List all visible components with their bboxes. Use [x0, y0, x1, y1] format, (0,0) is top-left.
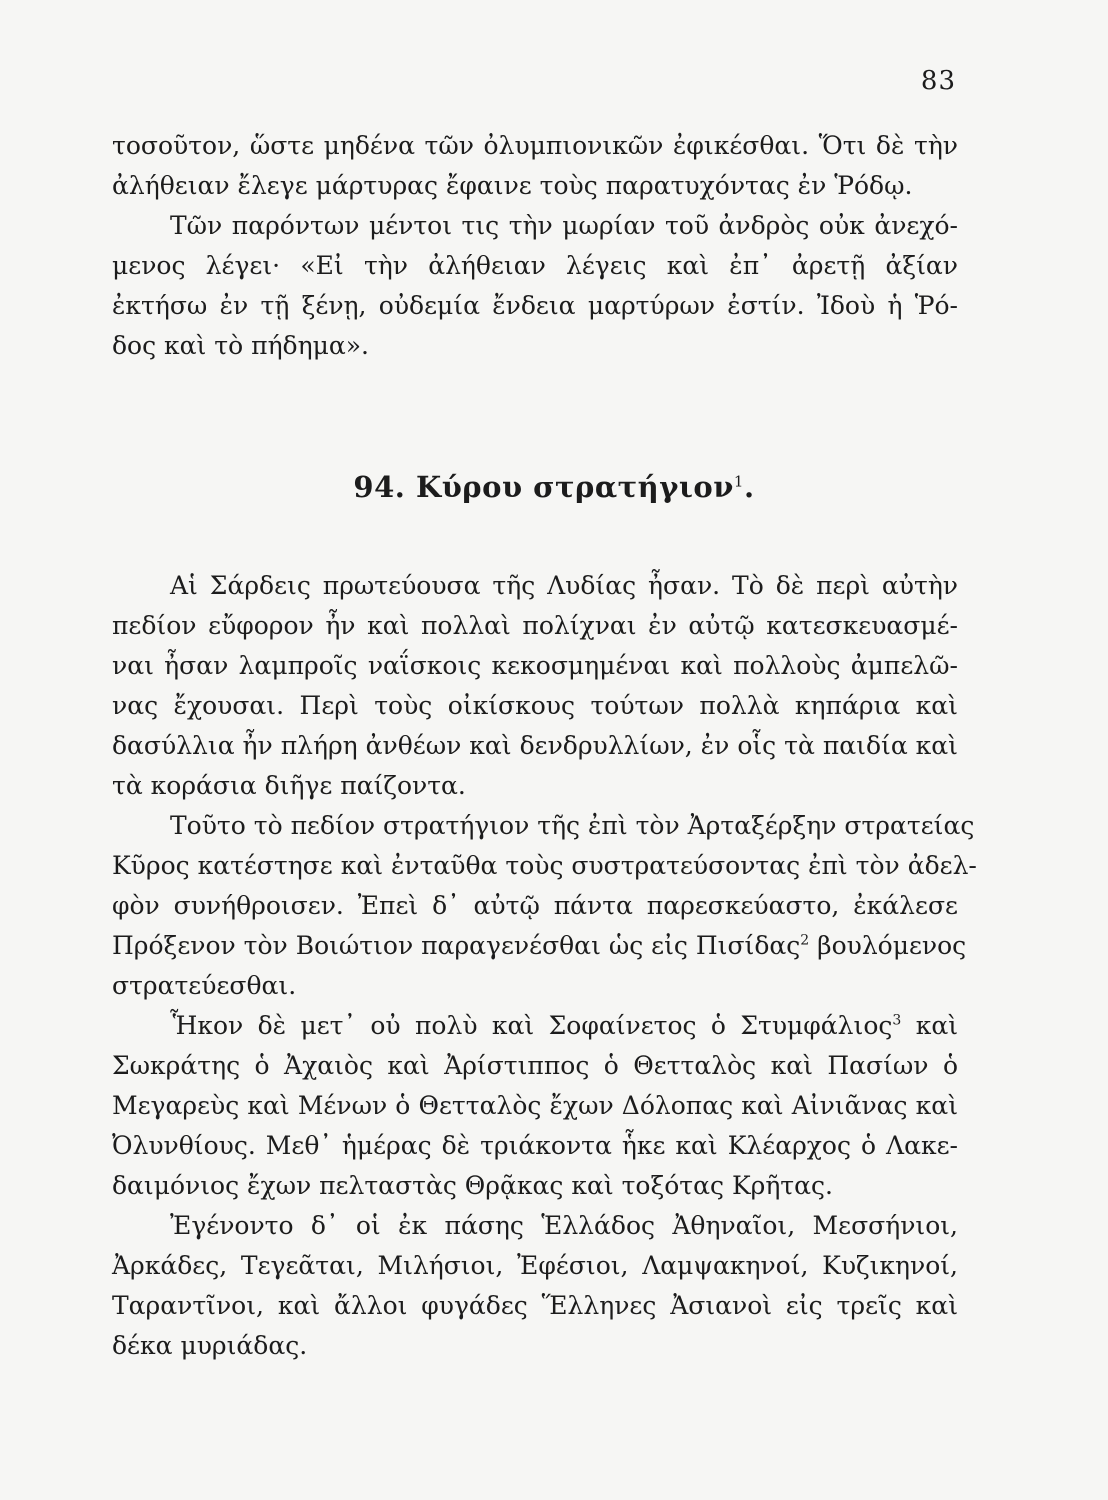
text-line: πεδίον εὔφορον ἦν καὶ πολλαὶ πολίχναι ἐν αὐτῷ κατεσκευασμέ-: [112, 611, 958, 640]
text-line: τὰ κοράσια διῆγε παίζοντα.: [112, 771, 466, 800]
text-line: Κῦρος κατέστησε καὶ ἐνταῦθα τοὺς συστρατεύσοντας ἐπὶ τὸν ἀδελ-: [112, 851, 977, 880]
text-line: ναι ἦσαν λαμπροῖς ναΐσκοις κεκοσμημέναι καὶ πολλοὺς ἀμπελῶ-: [112, 651, 958, 680]
page-number: 83: [920, 66, 956, 96]
footnote-marker: 3: [892, 1012, 902, 1029]
text-line: στρατεύεσθαι.: [112, 971, 297, 1000]
text-line: Αἱ Σάρδεις πρωτεύουσα τῆς Λυδίας ἦσαν. Τὸ δὲ περὶ αὐτὴν: [170, 571, 958, 600]
text-segment: καὶ: [901, 1011, 958, 1040]
section-heading: 94. Κύρου στρατήγιον$^1$.: [353, 470, 755, 504]
text-line: ἀλήθειαν ἔλεγε μάρτυρας ἔφαινε τοὺς παρατυχόντας ἐν Ῥόδῳ.: [112, 171, 913, 200]
top-passage: [112, 126, 958, 366]
text-line: δος καὶ τὸ πήδημα».: [112, 331, 369, 360]
section-number: 94.: [353, 470, 406, 504]
main-passage: [112, 566, 977, 1366]
text-line: Ἀρκάδες, Τεγεᾶται, Μιλήσιοι, Ἐφέσιοι, Λαμψακηνοί, Κυζικηνοί,: [112, 1251, 958, 1280]
footnote-marker: 1: [733, 472, 744, 491]
text-line: δασύλλια ἦν πλήρη ἀνθέων καὶ δενδρυλλίων, ἐν οἷς τὰ παιδία καὶ: [112, 731, 958, 760]
text-line: νας ἔχουσαι. Περὶ τοὺς οἰκίσκους τούτων πολλὰ κηπάρια καὶ: [112, 691, 958, 720]
text-line: Τῶν παρόντων μέντοι τις τὴν μωρίαν τοῦ ἀνδρὸς οὐκ ἀνεχό-: [170, 211, 958, 240]
text-line: δέκα μυριάδας.: [112, 1331, 308, 1360]
text-line: μενος λέγει· «Εἰ τὴν ἀλήθειαν λέγεις καὶ ἐπ᾽ ἀρετῇ ἀξίαν: [112, 251, 958, 280]
text-line: φὸν συνήθροισεν. Ἐπεὶ δ᾽ αὐτῷ πάντα παρεσκεύαστο, ἐκάλεσε: [112, 891, 958, 920]
text-segment: Ἧκον δὲ μετ᾽ οὐ πολὺ καὶ Σοφαίνετος ὁ Στυμφάλιος: [170, 1011, 893, 1040]
text-line: Ταραντῖνοι, καὶ ἄλλοι φυγάδες Ἕλληνες Ἀσιανοὶ εἰς τρεῖς καὶ: [112, 1291, 958, 1320]
text-line: [112, 1006, 958, 1046]
footnote-marker: 2: [800, 932, 810, 949]
text-line: Σωκράτης ὁ Ἀχαιὸς καὶ Ἀρίστιππος ὁ Θετταλὸς καὶ Πασίων ὁ: [112, 1051, 958, 1080]
text-line: τοσοῦτον, ὥστε μηδένα τῶν ὀλυμπιονικῶν ἐφικέσθαι. Ὅτι δὲ τὴν: [112, 131, 958, 160]
text-line: [112, 926, 967, 966]
text-line: δαιμόνιος ἔχων πελταστὰς Θρᾷκας καὶ τοξότας Κρῆτας.: [112, 1171, 833, 1200]
text-segment: Πρόξενον τὸν Βοιώτιον παραγενέσθαι ὡς εἰς Πισίδας: [112, 931, 801, 960]
section-title: Κύρου στρατήγιον: [415, 470, 734, 504]
text-line: Μεγαρεὺς καὶ Μένων ὁ Θετταλὸς ἔχων Δόλοπας καὶ Αἰνιᾶνας καὶ: [112, 1091, 958, 1120]
text-line: Ὀλυνθίους. Μεθ᾽ ἡμέρας δὲ τριάκοντα ἧκε καὶ Κλέαρχος ὁ Λακε-: [112, 1131, 958, 1160]
text-line: Ἐγένοντο δ᾽ οἱ ἐκ πάσης Ἑλλάδος Ἀθηναῖοι, Μεσσήνιοι,: [170, 1211, 958, 1240]
text-line: ἐκτήσω ἐν τῇ ξένῃ, οὐδεμία ἔνδεια μαρτύρων ἐστίν. Ἰδοὺ ἡ Ῥό-: [112, 291, 958, 320]
text-segment: βουλόμενος: [809, 931, 967, 960]
text-line: Τοῦτο τὸ πεδίον στρατήγιον τῆς ἐπὶ τὸν Ἀρταξέρξην στρατείας: [170, 811, 975, 840]
